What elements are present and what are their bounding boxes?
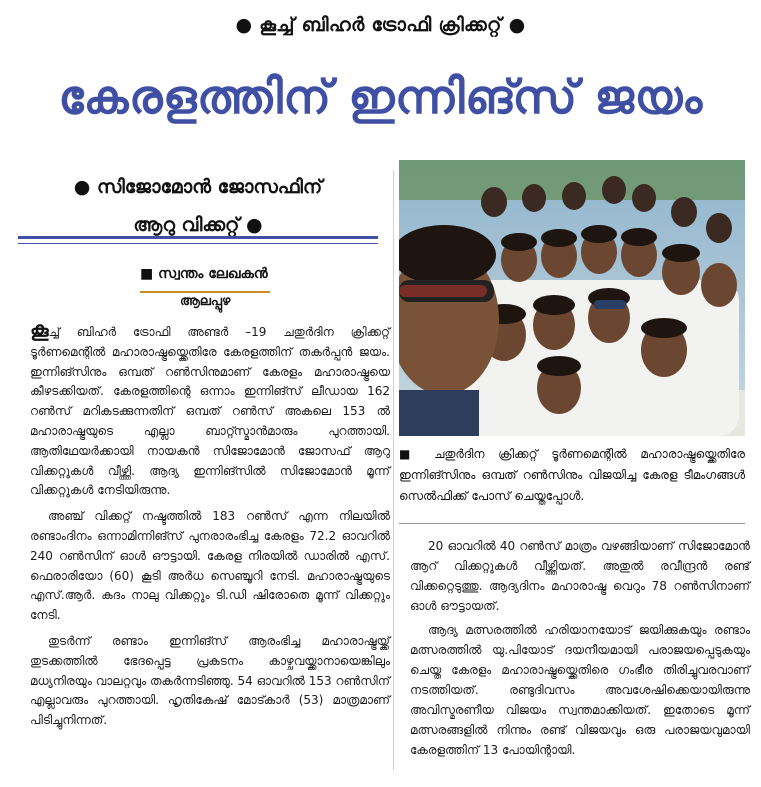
continuation-paragraph-2: ആദ്യ മത്സരത്തിൽ ഹരിയാനയോട് ജയിക്കുകയും രണ്ടാം മത്സരത്തിൽ യു.പിയോട് ദയനീയമായി പരാജയപ്പെടുകയും ചെയ്ത കേരളം മഹാരാഷ്ട്രയ്ക്കെതിരെ ഗംഭീര തിരിച്ചുവരവാണ് നടത്തിയത്. രണ്ടുദിവസം അവശേഷിക്കെയായിരുന്നു അവിസ്മരണീയ വിജയം സ്വന്തമാക്കിയത്. ഇതോടെ മൂന്ന് മത്സരങ്ങളിൽ നിന്നും രണ്ട് വിജയവും ഒരു പരാജയവുമായി കേരളത്തിന് 13 പോയിന്റായി. [410, 623, 750, 757]
photo-caption: ■ ചതുർദിന ക്രിക്കറ്റ് ടൂർണമെന്റിൽ മഹാരാഷ്ട്രയ്ക്കെതിരേ ഇന്നിങ്സിനും ഒമ്പത് റൺസിനും വിജയിച്ച കേരള ടീമംഗങ്ങൾ സെൽഫിക്ക് പോസ് ചെയ്തപ്പോൾ. [399, 447, 745, 503]
column-divider [393, 170, 394, 770]
article-body [30, 317, 390, 737]
kicker: ● കൂച്ച് ബിഹർ ട്രോഫി ക്രിക്കറ്റ് ● [235, 14, 526, 36]
caption-rule [399, 523, 745, 524]
headline: കേരളത്തിന് ഇന്നിങ്സ് ജയം [58, 70, 703, 125]
dropcap: കൂ [30, 317, 49, 341]
subhead [18, 168, 378, 244]
dateline: ആലപ്പുഴ [180, 294, 231, 309]
team-selfie-photo [399, 160, 745, 436]
subhead-line-2: ആറു വിക്കറ്റ് ● [133, 214, 263, 236]
team-selfie-illustration [399, 160, 745, 436]
article-continuation [410, 536, 750, 764]
subhead-rule [18, 236, 378, 239]
article-paragraph-1 [30, 317, 390, 501]
byline-rule [140, 291, 270, 293]
byline: ■ സ്വന്തം ലേഖകൻ [140, 266, 268, 282]
continuation-paragraph-1: 20 ഓവറിൽ 40 റൺസ് മാത്രം വഴങ്ങിയാണ് സിജോമോൻ ആറ് വിക്കറ്റുകൾ വീഴ്ത്തിയത്. അതുൽ രവീന്ദ്രൻ രണ്ട് വിക്കറ്റെടുത്തു. ആദ്യദിനം മഹാരാഷ്ട്ര വെറും 78 റൺസിനാണ് ഓൾ ഔട്ടായത്. [410, 539, 750, 613]
subhead-line-1: ● സിജോമോൻ ജോസഫിന് [73, 176, 323, 198]
article-paragraph-1-text: ച്ച് ബിഹർ ട്രോഫി അണ്ടർ –19 ചതുർദിന ക്രിക്കറ്റ് ടൂർണമെന്റിൽ മഹാരാഷ്ട്രയ്ക്കെതിരേ കേരളത്തിന് തകർപ്പൻ ജയം. ഇന്നിങ്സിനും ഒമ്പത് റൺസിനുമാണ് കേരളം മഹാരാഷ്ട്രയെ കീഴടക്കിയത്. കേരളത്തിന്റെ ഒന്നാം ഇന്നിങ്സ് ലീഡായ 162 റൺസ് മറികടക്കുന്നതിന് ഒമ്പത് റൺസ് അകലെ 153 ൽ മഹാരാഷ്ട്രയുടെ എല്ലാ ബാറ്റ്സ്മാൻമാരും പുറത്തായി. ആതിഥേയർക്കായി നായകൻ സിജോമോൻ ജോസഫ് ആറു വിക്കറ്റുകൾ വീഴ്ത്തി. ആദ്യ ഇന്നിങ്സിൽ സിജോമോൻ മൂന്ന് വിക്കറ്റുകൾ നേടിയിരുന്നു. [30, 325, 390, 498]
subhead-rule-thin [18, 243, 378, 244]
article-paragraph-2: അഞ്ച് വിക്കറ്റ് നഷ്ടത്തിൽ 183 റൺസ് എന്ന നിലയിൽ രണ്ടാംദിനം ഒന്നാമിന്നിങ്സ് പുനരാരംഭിച്ച കേരളം 72.2 ഓവറിൽ 240 റൺസിന് ഓൾ ഔട്ടായി. കേരള നിരയിൽ ഡാരിൽ എസ്. ഫെരാരിയോ (60) കൂടി അർധ സെഞ്ചൂറി നേടി. മഹാരാഷ്ട്രയുടെ എസ്.ആർ. കദം നാലു വിക്കറ്റും ടി.ഡി ഷിരോതെ മൂന്ന് വിക്കറ്റും നേടി. [30, 509, 390, 623]
article-paragraph-3: തുടർന്ന് രണ്ടാം ഇന്നിങ്സ് ആരംഭിച്ച മഹാരാഷ്ട്രയ്ക്ക് തുടക്കത്തിൽ ഭേദപ്പെട്ട പ്രകടനം കാഴ്ചവയ്ക്കാനായെങ്കിലും മധ്യനിരയും വാലറ്റവും തകർന്നടിഞ്ഞു. 54 ഓവറിൽ 153 റൺസിന് എല്ലാവരും പുറത്തായി. ഹൃതികേഷ് മോട്കാർ (53) മാത്രമാണ് പിടിച്ചുനിന്നത്. [30, 633, 390, 728]
